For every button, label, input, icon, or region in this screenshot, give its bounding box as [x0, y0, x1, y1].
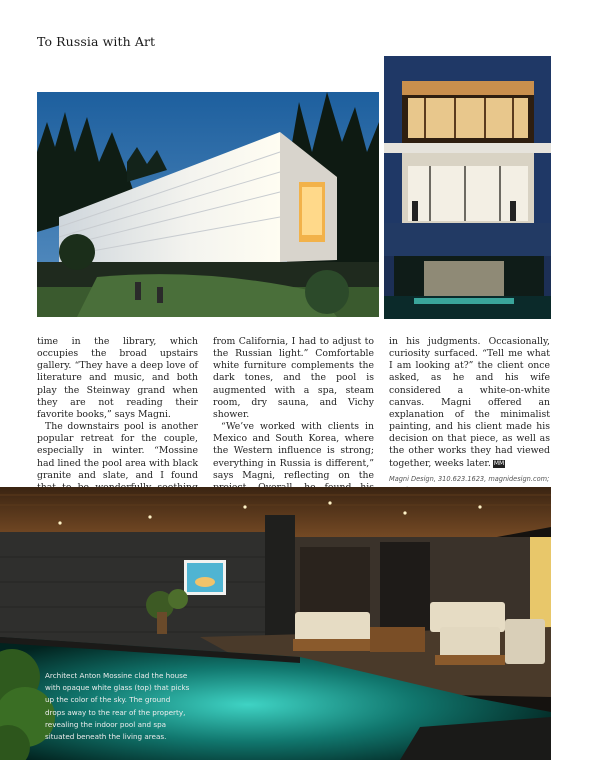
body-paragraph: [389, 336, 550, 470]
body-text: in his judgments. Occasionally, curiosity surfaced. “Tell me what I am looking at?” the client once asked, as he and his wife considered a white-on-white canvas. Magni offered an explanation of the minimalist painting, and his client made his decision on that piece, as well as the other works they had viewed together, weeks later.: [389, 336, 550, 469]
design-credit: Magni Design, 310.623.1623, magnidesign.com;: [389, 474, 550, 483]
text-column-3: [389, 336, 550, 507]
body-paragraph: time in the library, which occupies the broad upstairs gallery. “They have a deep love of literature and music, and both play the Steinway grand when they are not reading their favorite books,” says Magni.: [37, 336, 198, 420]
photo-caption: Architect Anton Mossine clad the house with opaque white glass (top) that picks up the color of the sky. The ground drops away to the rear of the property, revealing the indoor pool and spa situated beneath the living areas.: [45, 671, 190, 742]
page-header: To Russia with Art: [37, 34, 156, 49]
exterior-photo: [37, 92, 379, 317]
body-paragraph: “We’ve worked with clients in Mexico and South Korea, where the Western influence is strong; everything in Russia is different,” says Magni, reflecting on the: [213, 421, 374, 481]
facade-photo: [384, 56, 551, 319]
body-paragraph: The downstairs pool is another popular retreat for the couple, especially in winter. “Mossine had lined the pool area with black granite and slate, and I found: [37, 421, 198, 481]
body-paragraph: from California, I had to adjust to the Russian light.” Comfortable white furniture complements the dark tones, and the pool is augmented with a spa, steam room, dry sauna, and Vichy shower.: [213, 336, 374, 420]
end-mark: MM: [493, 459, 505, 467]
